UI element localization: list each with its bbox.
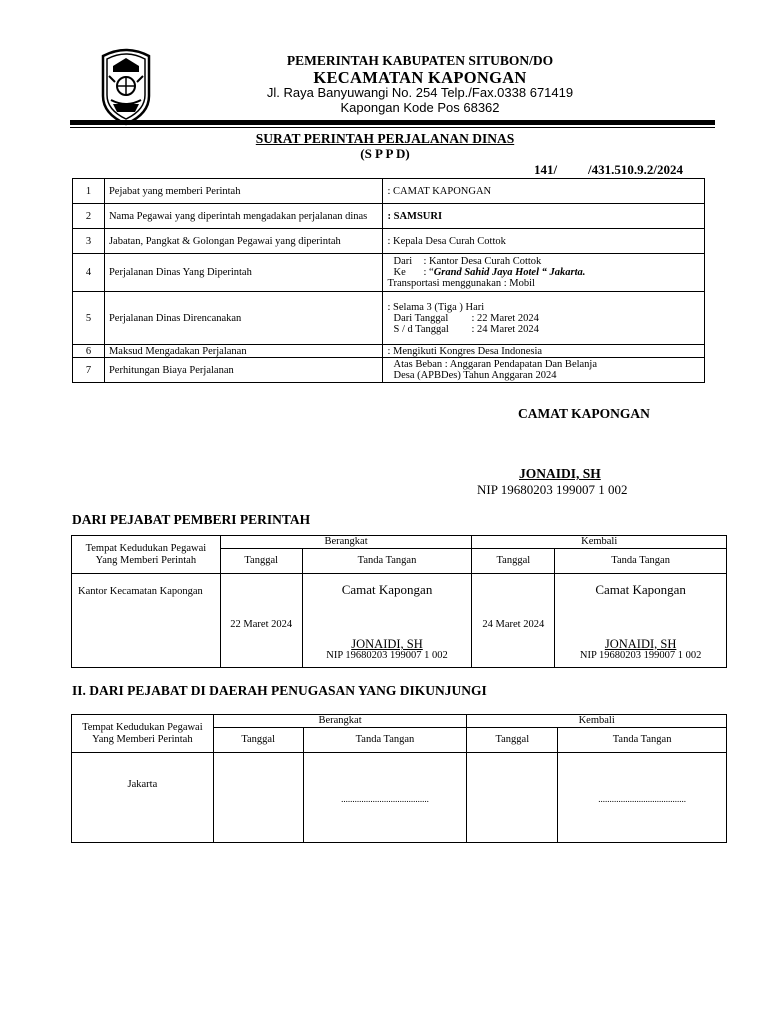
funding-line-1: Atas Beban : Anggaran Pendapatan Dan Belanja (393, 359, 598, 370)
table-row (72, 753, 727, 843)
table-row (73, 204, 705, 229)
row-number: 4 (73, 254, 105, 292)
row-value (383, 292, 705, 345)
header-thin-rule (70, 127, 715, 128)
date-from-value: : 22 Maret 2024 (471, 312, 539, 324)
document-title: SURAT PERINTAH PERJALANAN DINAS (255, 131, 515, 146)
col-return-sign-header: Tanda Tangan (555, 549, 727, 574)
depart-date-cell: 22 Maret 2024 (220, 574, 302, 668)
return-sign-cell (555, 574, 727, 668)
trip-to-destination: Grand Sahid Jaya Hotel “ Jakarta. (433, 267, 586, 278)
date-to-value: : 24 Maret 2024 (471, 323, 539, 335)
header-gov-line: PEMERINTAH KABUPATEN SITUBON/DO (286, 53, 554, 68)
row-value (383, 358, 705, 383)
document-subtitle: (S P P D) (360, 146, 410, 161)
table-row (73, 345, 705, 358)
return-sign-placeholder: ....................................... (598, 794, 686, 804)
regency-logo (95, 42, 157, 126)
depart-sign-placeholder: ....................................... (341, 794, 429, 804)
row-label: Perjalanan Dinas Yang Diperintah (104, 254, 383, 292)
row-label: Perhitungan Biaya Perjalanan (104, 358, 383, 383)
return-signer-name: JONAIDI, SH (604, 637, 677, 651)
depart-sign-cell (303, 753, 467, 843)
date-from-label: Dari Tanggal (393, 312, 449, 324)
depart-date-cell (213, 753, 303, 843)
row-value: : SAMSURI (383, 204, 705, 229)
col-return-sign-header: Tanda Tangan (558, 728, 727, 753)
return-sign-cell (558, 753, 727, 843)
row-number: 6 (73, 345, 105, 358)
header-postcode-line: Kapongan Kode Pos 68362 (340, 100, 500, 115)
section1-title: DARI PEJABAT PEMBERI PERINTAH (72, 512, 311, 527)
table-row (73, 254, 705, 292)
funding-line-2: Desa (APBDes) Tahun Anggaran 2024 (393, 370, 557, 381)
signature-office: CAMAT KAPONGAN (518, 406, 650, 421)
col-depart-date-header: Tanggal (220, 549, 302, 574)
place-cell: Jakarta (72, 753, 214, 843)
row-number: 1 (73, 179, 105, 204)
row-value: : CAMAT KAPONGAN (383, 179, 705, 204)
return-date-cell (467, 753, 558, 843)
row-value (383, 254, 705, 292)
col-return-date-header: Tanggal (472, 549, 555, 574)
depart-signer-nip: NIP 19680203 199007 1 002 (326, 650, 448, 661)
row-number: 3 (73, 229, 105, 254)
row-value: : Kepala Desa Curah Cottok (383, 229, 705, 254)
depart-sign-cell (302, 574, 472, 668)
table-row (73, 358, 705, 383)
row-number: 5 (73, 292, 105, 345)
section2-title: II. DARI PEJABAT DI DAERAH PENUGASAN YANG DIKUNJUNGI (72, 683, 487, 698)
place-cell: Kantor Kecamatan Kapongan (72, 574, 221, 668)
col-return-header: Kembali (472, 536, 727, 549)
header-thick-rule (70, 120, 715, 125)
row-label: Nama Pegawai yang diperintah mengadakan perjalanan dinas (104, 204, 383, 229)
letter-number-prefix: 141/ (534, 162, 558, 177)
trip-to-prefix: : “ (423, 267, 434, 278)
return-date-cell: 24 Maret 2024 (472, 574, 555, 668)
table-row (73, 292, 705, 345)
return-signer-title: Camat Kapongan (595, 582, 686, 597)
col-depart-sign-header: Tanda Tangan (303, 728, 467, 753)
trip-from-value: : Kantor Desa Curah Cottok (423, 256, 542, 267)
date-to-label: S / d Tanggal (393, 323, 449, 335)
table-header-row (72, 715, 727, 728)
row-label: Pejabat yang memberi Perintah (104, 179, 383, 204)
col-return-date-header: Tanggal (467, 728, 558, 753)
table-header-row (72, 536, 727, 549)
row-label: Jabatan, Pangkat & Golongan Pegawai yang diperintah (104, 229, 383, 254)
return-signer-nip: NIP 19680203 199007 1 002 (579, 650, 702, 661)
sppd-details-table (72, 178, 705, 383)
table-row (72, 574, 727, 668)
header-district-line: KECAMATAN KAPONGAN (313, 68, 527, 87)
col-depart-sign-header: Tanda Tangan (302, 549, 472, 574)
row-number: 2 (73, 204, 105, 229)
depart-signer-title: Camat Kapongan (341, 582, 433, 597)
col-depart-date-header: Tanggal (213, 728, 303, 753)
depart-signer-name: JONAIDI, SH (351, 637, 423, 651)
letter-number-suffix: /431.510.9.2/2024 (588, 162, 683, 177)
header-address-line: Jl. Raya Banyuwangi No. 254 Telp./Fax.0338 671419 (266, 85, 574, 100)
col-place-header: Tempat Kedudukan Pegawai Yang Memberi Perintah (72, 715, 214, 753)
signature-name: JONAIDI, SH (519, 466, 601, 481)
trip-to-label: Ke (393, 267, 406, 278)
col-place-header: Tempat Kedudukan Pegawai Yang Memberi Perintah (72, 536, 221, 574)
row-value: : Mengikuti Kongres Desa Indonesia (383, 345, 705, 358)
section1-table (71, 535, 727, 668)
row-number: 7 (73, 358, 105, 383)
table-row (73, 179, 705, 204)
col-depart-header: Berangkat (213, 715, 467, 728)
trip-transport: Transportasi menggunakan : Mobil (387, 278, 535, 289)
trip-from-label: Dari (393, 256, 413, 267)
signature-nip: NIP 19680203 199007 1 002 (477, 482, 628, 497)
table-row (73, 229, 705, 254)
row-label: Maksud Mengadakan Perjalanan (104, 345, 383, 358)
trip-duration: : Selama 3 (Tiga ) Hari (387, 301, 485, 313)
row-label: Perjalanan Dinas Direncanakan (104, 292, 383, 345)
col-depart-header: Berangkat (220, 536, 472, 549)
col-return-header: Kembali (467, 715, 727, 728)
section2-table (71, 714, 727, 843)
